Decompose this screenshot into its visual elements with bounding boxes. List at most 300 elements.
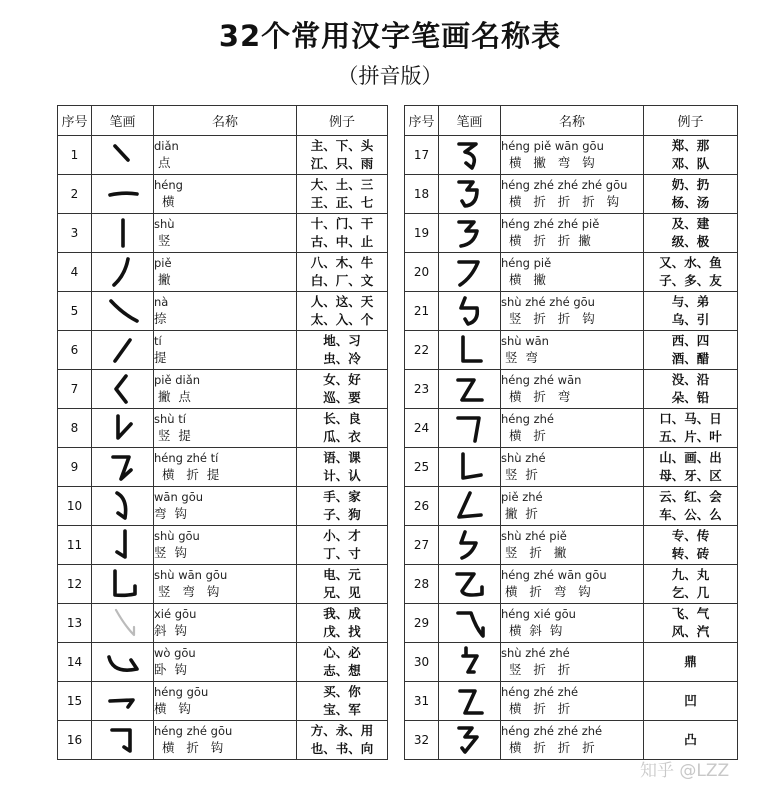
stroke-name: 竖 折 折 [501, 662, 571, 677]
table-row [58, 604, 388, 643]
row-number: 5 [58, 292, 92, 331]
example-line-1: 语、课 [323, 450, 361, 465]
watermark: 知乎 @LZZ [640, 761, 730, 781]
example-cell [644, 409, 738, 448]
stroke-glyph-cell [439, 331, 501, 370]
stroke-name-cell [501, 331, 644, 370]
example-line-1: 与、弟 [671, 294, 710, 309]
table-row [58, 448, 388, 487]
example-cell [644, 370, 738, 409]
example-line-2: 朵、铅 [671, 390, 710, 405]
example-line-1: 专、传 [671, 528, 710, 543]
stroke-name-cell [154, 253, 297, 292]
example-line-1: 地、习 [323, 333, 361, 348]
row-number: 21 [405, 292, 439, 331]
shuwan-stroke-icon [448, 331, 492, 369]
example-line-1: 主、下、头 [310, 138, 374, 153]
example-line-2: 杨、汤 [671, 195, 710, 210]
row-number: 12 [58, 565, 92, 604]
stroke-name-cell [501, 409, 644, 448]
row-number: 26 [405, 487, 439, 526]
stroke-glyph-cell [439, 682, 501, 721]
table-row [405, 604, 738, 643]
table-row [405, 721, 738, 760]
stroke-glyph-cell [92, 136, 154, 175]
stroke-pinyin: héng zhé zhé zhé gōu [501, 178, 628, 192]
stroke-name: 卧 钩 [154, 662, 187, 677]
hengzhezhe-stroke-icon [448, 682, 492, 720]
example-line-2: 计、认 [323, 468, 361, 483]
column-header-example: 例子 [297, 106, 388, 136]
piedian-stroke-icon [101, 370, 145, 408]
stroke-glyph-cell [439, 136, 501, 175]
stroke-name-cell [154, 214, 297, 253]
row-number: 25 [405, 448, 439, 487]
example-line-2: 邓、队 [671, 156, 710, 171]
column-header-seq: 序号 [58, 106, 92, 136]
example-cell [644, 526, 738, 565]
stroke-pinyin: héng zhé wān [501, 373, 582, 387]
shuzhepie-stroke-icon [448, 526, 492, 564]
table-row [58, 487, 388, 526]
page-subtitle: （拼音版） [337, 64, 443, 88]
example-line-2: 也、书、向 [310, 741, 374, 756]
stroke-pinyin: shù tí [154, 412, 186, 426]
hengpiewangou-stroke-icon [448, 136, 492, 174]
stroke-name: 横 撇 [501, 272, 546, 287]
example-line-1: 郑、那 [671, 138, 710, 153]
example-line-2: 志、想 [323, 663, 361, 678]
stroke-name-cell [154, 643, 297, 682]
stroke-glyph-cell [439, 721, 501, 760]
stroke-name-cell [154, 370, 297, 409]
stroke-name: 竖 折 [501, 467, 538, 482]
stroke-name: 横 折 弯 [501, 389, 571, 404]
stroke-pinyin: héng xié gōu [501, 607, 576, 621]
stroke-glyph-cell [439, 253, 501, 292]
row-number: 14 [58, 643, 92, 682]
row-number: 1 [58, 136, 92, 175]
example-line-2: 江、只、雨 [310, 156, 374, 171]
stroke-name: 横 折 折 折 [501, 740, 595, 755]
stroke-name-cell [154, 721, 297, 760]
hengzheti-stroke-icon [101, 448, 145, 486]
row-number: 30 [405, 643, 439, 682]
row-number: 11 [58, 526, 92, 565]
shuzhezhegou-stroke-icon [448, 292, 492, 330]
wogou-stroke-icon [101, 643, 145, 681]
row-number: 31 [405, 682, 439, 721]
row-number: 28 [405, 565, 439, 604]
stroke-name: 撇 点 [154, 389, 191, 404]
example-line-1: 凹 [684, 693, 697, 708]
stroke-glyph-cell [92, 604, 154, 643]
example-line-1: 口、马、日 [659, 411, 722, 426]
example-line-2: 五、片、叶 [659, 429, 722, 444]
example-line-2: 古、中、止 [310, 234, 374, 249]
table-row [58, 643, 388, 682]
example-cell [297, 409, 388, 448]
table-row [405, 136, 738, 175]
stroke-pinyin: piě [154, 256, 172, 270]
wangou-stroke-icon [101, 487, 145, 525]
example-line-2: 车、公、么 [659, 507, 722, 522]
example-cell [644, 604, 738, 643]
example-cell [297, 682, 388, 721]
stroke-glyph-cell [92, 682, 154, 721]
example-line-2: 瓜、衣 [323, 429, 361, 444]
column-header-name: 名称 [501, 106, 644, 136]
example-line-2: 丁、寸 [323, 546, 361, 561]
example-line-1: 八、木、牛 [310, 255, 374, 270]
example-cell [644, 292, 738, 331]
row-number: 16 [58, 721, 92, 760]
example-line-2: 子、多、友 [659, 273, 722, 288]
stroke-name: 撇 [154, 272, 171, 287]
example-line-2: 转、砖 [671, 546, 710, 561]
example-line-1: 女、好 [323, 372, 361, 387]
stroke-glyph-cell [92, 721, 154, 760]
table-row [405, 214, 738, 253]
example-cell [297, 214, 388, 253]
stroke-glyph-cell [92, 487, 154, 526]
stroke-glyph-cell [92, 214, 154, 253]
stroke-name-cell [501, 643, 644, 682]
example-cell [297, 370, 388, 409]
table-row [58, 370, 388, 409]
table-row [58, 214, 388, 253]
hengxiegou-stroke-icon [448, 604, 492, 642]
stroke-name-cell [501, 721, 644, 760]
example-line-1: 鼎 [684, 654, 697, 669]
stroke-pinyin: héng piě [501, 256, 552, 270]
stroke-name: 横 钩 [154, 701, 191, 716]
example-cell [644, 448, 738, 487]
row-number: 19 [405, 214, 439, 253]
stroke-name-cell [501, 253, 644, 292]
example-line-1: 没、沿 [671, 372, 710, 387]
stroke-name-cell [501, 214, 644, 253]
table-header-row [405, 106, 738, 136]
example-line-2: 乌、引 [671, 312, 710, 327]
hengzhezhezhe-stroke-icon [448, 721, 492, 759]
na-stroke-icon [101, 292, 145, 330]
row-number: 2 [58, 175, 92, 214]
table-row [405, 565, 738, 604]
stroke-pinyin: héng zhé wān gōu [501, 568, 607, 582]
table-row [58, 175, 388, 214]
column-header-stroke: 笔画 [439, 106, 501, 136]
stroke-name-cell [154, 136, 297, 175]
stroke-table-left [57, 105, 388, 760]
stroke-glyph-cell [92, 565, 154, 604]
stroke-glyph-cell [439, 643, 501, 682]
stroke-name-cell [154, 526, 297, 565]
stroke-glyph-cell [439, 292, 501, 331]
stroke-name-cell [501, 526, 644, 565]
pie-stroke-icon [101, 253, 145, 291]
dian-stroke-icon [101, 136, 145, 174]
example-line-1: 人、这、天 [310, 294, 374, 309]
example-cell [644, 682, 738, 721]
stroke-glyph-cell [92, 643, 154, 682]
example-line-2: 子、狗 [323, 507, 361, 522]
stroke-name-cell [501, 487, 644, 526]
example-cell [644, 643, 738, 682]
row-number: 29 [405, 604, 439, 643]
stroke-glyph-cell [439, 526, 501, 565]
example-line-2: 白、厂、文 [310, 273, 374, 288]
stroke-name-cell [501, 370, 644, 409]
stroke-pinyin: shù wān gōu [154, 568, 228, 582]
piezhe-stroke-icon [448, 487, 492, 525]
stroke-name: 竖 折 撇 [501, 545, 567, 560]
example-cell [644, 136, 738, 175]
stroke-pinyin: piě diǎn [154, 373, 201, 387]
stroke-name-cell [154, 565, 297, 604]
stroke-name: 弯 钩 [154, 506, 187, 521]
example-cell [644, 214, 738, 253]
stroke-glyph-cell [439, 487, 501, 526]
column-header-name: 名称 [154, 106, 297, 136]
stroke-pinyin: héng [154, 178, 183, 192]
example-cell [297, 331, 388, 370]
example-cell [644, 175, 738, 214]
stroke-pinyin: héng zhé [501, 412, 555, 426]
row-number: 20 [405, 253, 439, 292]
row-number: 3 [58, 214, 92, 253]
stroke-glyph-cell [92, 526, 154, 565]
hengzhe-stroke-icon [448, 409, 492, 447]
example-cell [644, 487, 738, 526]
stroke-name-cell [501, 136, 644, 175]
stroke-name-cell [501, 682, 644, 721]
table-row [58, 565, 388, 604]
row-number: 6 [58, 331, 92, 370]
example-line-1: 飞、气 [671, 606, 710, 621]
example-cell [297, 292, 388, 331]
heng-stroke-icon [101, 175, 145, 213]
example-line-2: 母、牙、区 [659, 468, 722, 483]
stroke-glyph-cell [439, 409, 501, 448]
row-number: 17 [405, 136, 439, 175]
stroke-name: 横 折 钩 [154, 740, 224, 755]
example-line-1: 方、永、用 [310, 723, 374, 738]
shugou-stroke-icon [101, 526, 145, 564]
stroke-name-cell [154, 409, 297, 448]
example-line-1: 买、你 [323, 684, 361, 699]
row-number: 23 [405, 370, 439, 409]
example-cell [297, 643, 388, 682]
stroke-name: 竖 弯 钩 [154, 584, 220, 599]
row-number: 8 [58, 409, 92, 448]
example-line-2: 风、汽 [671, 624, 710, 639]
hengzhezhepie-stroke-icon [448, 214, 492, 252]
example-line-1: 大、土、三 [310, 177, 374, 192]
example-line-1: 电、元 [323, 567, 361, 582]
example-cell [297, 253, 388, 292]
example-line-1: 手、家 [323, 489, 361, 504]
stroke-pinyin: héng zhé zhé zhé [501, 724, 603, 738]
table-row [405, 253, 738, 292]
stroke-name: 横 [154, 194, 175, 209]
stroke-pinyin: héng zhé tí [154, 451, 219, 465]
stroke-glyph-cell [92, 370, 154, 409]
table-row [405, 682, 738, 721]
example-cell [297, 175, 388, 214]
stroke-name: 横 撇 弯 钩 [501, 155, 595, 170]
table-row [58, 136, 388, 175]
shuti-stroke-icon [101, 409, 145, 447]
stroke-name-cell [154, 682, 297, 721]
stroke-name: 竖 提 [154, 428, 191, 443]
stroke-glyph-cell [439, 370, 501, 409]
example-cell [644, 331, 738, 370]
stroke-name: 竖 [154, 233, 171, 248]
stroke-name: 点 [154, 155, 171, 170]
stroke-pinyin: shù zhé zhé gōu [501, 295, 595, 309]
shuzhezhe-stroke-icon [448, 643, 492, 681]
table-header-row [58, 106, 388, 136]
example-cell [644, 565, 738, 604]
table-row [405, 487, 738, 526]
example-cell [297, 487, 388, 526]
row-number: 18 [405, 175, 439, 214]
row-number: 22 [405, 331, 439, 370]
table-row [58, 682, 388, 721]
stroke-glyph-cell [439, 604, 501, 643]
stroke-pinyin: wò gōu [154, 646, 196, 660]
stroke-glyph-cell [439, 448, 501, 487]
stroke-glyph-cell [439, 565, 501, 604]
stroke-pinyin: xié gōu [154, 607, 197, 621]
stroke-name-cell [154, 448, 297, 487]
stroke-name-cell [154, 604, 297, 643]
example-line-1: 及、建 [671, 216, 710, 231]
table-row [58, 331, 388, 370]
example-line-2: 酒、醋 [671, 351, 710, 366]
stroke-pinyin: shù [154, 217, 175, 231]
stroke-pinyin: shù zhé piě [501, 529, 567, 543]
table-row [58, 721, 388, 760]
stroke-pinyin: diǎn [154, 139, 179, 153]
stroke-pinyin: nà [154, 295, 169, 309]
stroke-glyph-cell [92, 448, 154, 487]
table-row [405, 526, 738, 565]
stroke-name-cell [154, 331, 297, 370]
example-cell [644, 253, 738, 292]
stroke-glyph-cell [92, 331, 154, 370]
table-row [58, 526, 388, 565]
stroke-pinyin: shù wān [501, 334, 549, 348]
example-line-2: 戊、找 [323, 624, 361, 639]
table-row [58, 292, 388, 331]
example-line-1: 西、四 [671, 333, 710, 348]
stroke-glyph-cell [92, 175, 154, 214]
table-row [405, 292, 738, 331]
stroke-glyph-cell [439, 214, 501, 253]
stroke-name: 横 折 提 [154, 467, 220, 482]
stroke-glyph-cell [92, 292, 154, 331]
example-line-1: 山、画、出 [659, 450, 722, 465]
stroke-name-cell [501, 448, 644, 487]
stroke-pinyin: héng gōu [154, 685, 209, 699]
example-line-1: 小、才 [323, 528, 361, 543]
hengzhezhezhegou-stroke-icon [448, 175, 492, 213]
stroke-name: 捺 [154, 311, 167, 326]
stroke-pinyin: wān gōu [154, 490, 204, 504]
column-header-example: 例子 [644, 106, 738, 136]
shuzhe-stroke-icon [448, 448, 492, 486]
stroke-name-cell [501, 604, 644, 643]
example-line-1: 长、良 [323, 411, 361, 426]
example-cell [297, 565, 388, 604]
stroke-name-cell [501, 565, 644, 604]
hengzhewangou-stroke-icon [448, 565, 492, 603]
stroke-name-cell [154, 487, 297, 526]
stroke-pinyin: héng zhé gōu [154, 724, 233, 738]
row-number: 32 [405, 721, 439, 760]
stroke-name: 横 折 折 [501, 701, 571, 716]
row-number: 15 [58, 682, 92, 721]
stroke-glyph-cell [439, 175, 501, 214]
example-line-1: 九、丸 [671, 567, 710, 582]
xiegou-stroke-icon [101, 604, 145, 642]
example-line-1: 十、门、干 [310, 216, 374, 231]
stroke-name: 横 折 [501, 428, 546, 443]
example-cell [297, 526, 388, 565]
henggou-stroke-icon [101, 682, 145, 720]
example-line-2: 宝、军 [323, 702, 361, 717]
row-number: 7 [58, 370, 92, 409]
example-line-1: 奶、扔 [671, 177, 710, 192]
example-line-2: 乞、几 [671, 585, 710, 600]
hengzhegou-stroke-icon [101, 721, 145, 759]
stroke-name: 竖 弯 [501, 350, 538, 365]
stroke-pinyin: héng zhé zhé [501, 685, 579, 699]
row-number: 9 [58, 448, 92, 487]
stroke-name: 横 斜 钩 [501, 623, 563, 638]
stroke-name: 竖 折 折 钩 [501, 311, 595, 326]
example-line-2: 巡、要 [323, 390, 361, 405]
stroke-pinyin: shù gōu [154, 529, 200, 543]
table-row [58, 253, 388, 292]
example-cell [297, 136, 388, 175]
example-line-2: 级、极 [671, 234, 710, 249]
example-cell [297, 448, 388, 487]
stroke-name-cell [501, 175, 644, 214]
stroke-name: 竖 钩 [154, 545, 187, 560]
ti-stroke-icon [101, 331, 145, 369]
example-line-1: 云、红、会 [659, 489, 722, 504]
example-line-1: 我、成 [323, 606, 361, 621]
stroke-glyph-cell [92, 409, 154, 448]
row-number: 27 [405, 526, 439, 565]
table-row [405, 448, 738, 487]
table-row [58, 409, 388, 448]
stroke-pinyin: shù zhé zhé [501, 646, 570, 660]
example-line-1: 心、必 [323, 645, 361, 660]
stroke-name-cell [154, 175, 297, 214]
shuwangou-stroke-icon [101, 565, 145, 603]
stroke-name: 斜 钩 [154, 623, 187, 638]
example-cell [297, 604, 388, 643]
example-line-2: 王、正、七 [310, 195, 374, 210]
stroke-name-cell [154, 292, 297, 331]
stroke-name: 提 [154, 350, 167, 365]
example-line-2: 虫、冷 [323, 351, 361, 366]
example-line-1: 又、水、鱼 [659, 255, 722, 270]
